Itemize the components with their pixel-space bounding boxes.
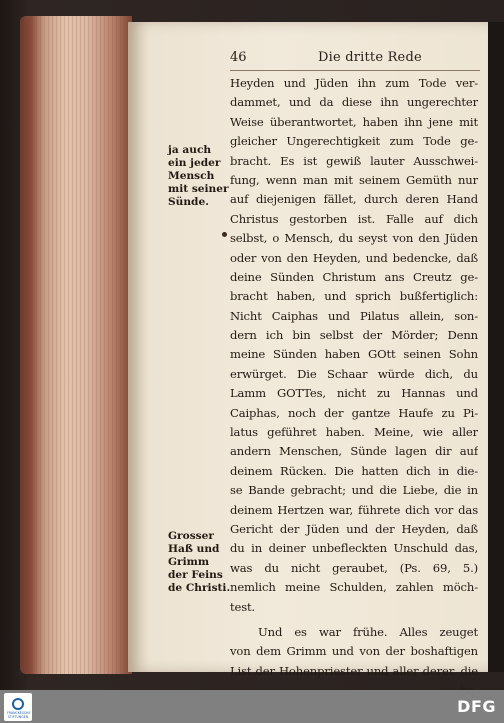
body-text [230, 74, 478, 701]
running-head: Die dritte Rede [318, 50, 422, 65]
franckesche-stiftungen-logo[interactable] [4, 693, 32, 721]
text-line: deinem Hertzen war, führete dich vor das [230, 502, 478, 517]
page-edge-lines [20, 16, 132, 674]
text-line: se Bande gebracht; und die Liebe, die in [230, 483, 478, 498]
text-line: andern Menschen, Sünde lagen dir auf [230, 444, 478, 459]
text-line: Heyden und Jüden ihn zum Tode ver- [230, 76, 478, 90]
right-shadow [488, 22, 504, 672]
book-fore-edge [20, 16, 132, 674]
page-header [230, 50, 480, 68]
text-line: test. [230, 599, 256, 614]
text-line: oder von den Heyden, und bedencke, daß [230, 250, 478, 265]
marginal-note-1 [168, 144, 228, 209]
marginal-line: Mensch [168, 170, 215, 182]
text-line: Lamm GOTTes, nicht zu Hannas und [230, 386, 478, 401]
text-line: deine Sünden Christum ans Creutz ge- [230, 269, 478, 284]
franckesche-stiftungen-logo-icon [12, 698, 24, 710]
marginal-note-2 [168, 530, 231, 595]
marginal-line: ja auch [168, 144, 212, 156]
viewer-footer [0, 690, 504, 723]
marginal-line: Sünde. [168, 196, 209, 208]
text-line: Gericht der Jüden und der Heyden, daß [230, 521, 478, 536]
marginal-line: der Feins [168, 569, 223, 581]
text-line: fung, wenn man mit seinem Gemüth nur [230, 172, 478, 187]
marginal-line: Grimm [168, 556, 210, 568]
text-line: dern ich bin selbst der Mörder; Denn [230, 328, 478, 343]
text-line: Caiphas, noch der gantze Haufe zu Pi- [230, 405, 478, 420]
dfg-logo[interactable]: DFG [457, 697, 496, 716]
text-line: latus geführet haben. Meine, wie aller [230, 425, 478, 440]
text-line: Nicht Caiphas und Pilatus allein, son- [230, 308, 478, 323]
marginal-line: Haß und [168, 543, 220, 555]
text-line: Und es war frühe. Alles zeuget [258, 624, 478, 639]
margin-mark [222, 232, 227, 237]
marginal-line: mit seiner [168, 183, 229, 195]
text-line: nemlich meine Schulden, zahlen möch- [230, 580, 478, 595]
text-line: selbst, o Mensch, du seyst von den Jüden [230, 231, 478, 246]
text-line: du in deiner unbefleckten Unschuld das, [230, 541, 478, 556]
text-line: von dem Grimm und von der boshaftigen [230, 644, 478, 659]
text-line: Christus gestorben ist. Falle auf dich [230, 211, 478, 226]
text-line: auf diejenigen fället, durch deren Hand [230, 192, 478, 207]
text-line: bracht haben, und sprich bußfertiglich: [230, 289, 478, 304]
text-line: gleicher Ungerechtigkeit zum Tode ge- [230, 134, 478, 149]
text-line: meine Sünden haben GOtt seinen Sohn [230, 347, 478, 362]
text-line: erwürget. Die Schaar würde dich, du [230, 366, 478, 381]
text-line: Weise überantwortet, haben ihn jene mit [230, 114, 478, 129]
text-line: was du nicht geraubet, (Ps. 69, 5.) [230, 560, 478, 575]
page-number: 46 [230, 50, 247, 65]
text-line: bracht. Es ist gewiß lauter Ausschwei- [230, 153, 478, 168]
logo-text: FRANCKESCHE STIFTUNGEN [7, 711, 31, 719]
marginal-line: ein jeder [168, 157, 221, 169]
text-line: dammet, und da diese ihn ungerechter [230, 95, 478, 110]
header-rule [230, 70, 480, 71]
marginal-line: de Christi. [168, 582, 231, 594]
text-line: deinem Rücken. Die hatten dich in die- [230, 463, 478, 478]
marginal-line: Grosser [168, 530, 214, 542]
text-line: List der Hohenpriester und aller derer, die [230, 663, 478, 678]
